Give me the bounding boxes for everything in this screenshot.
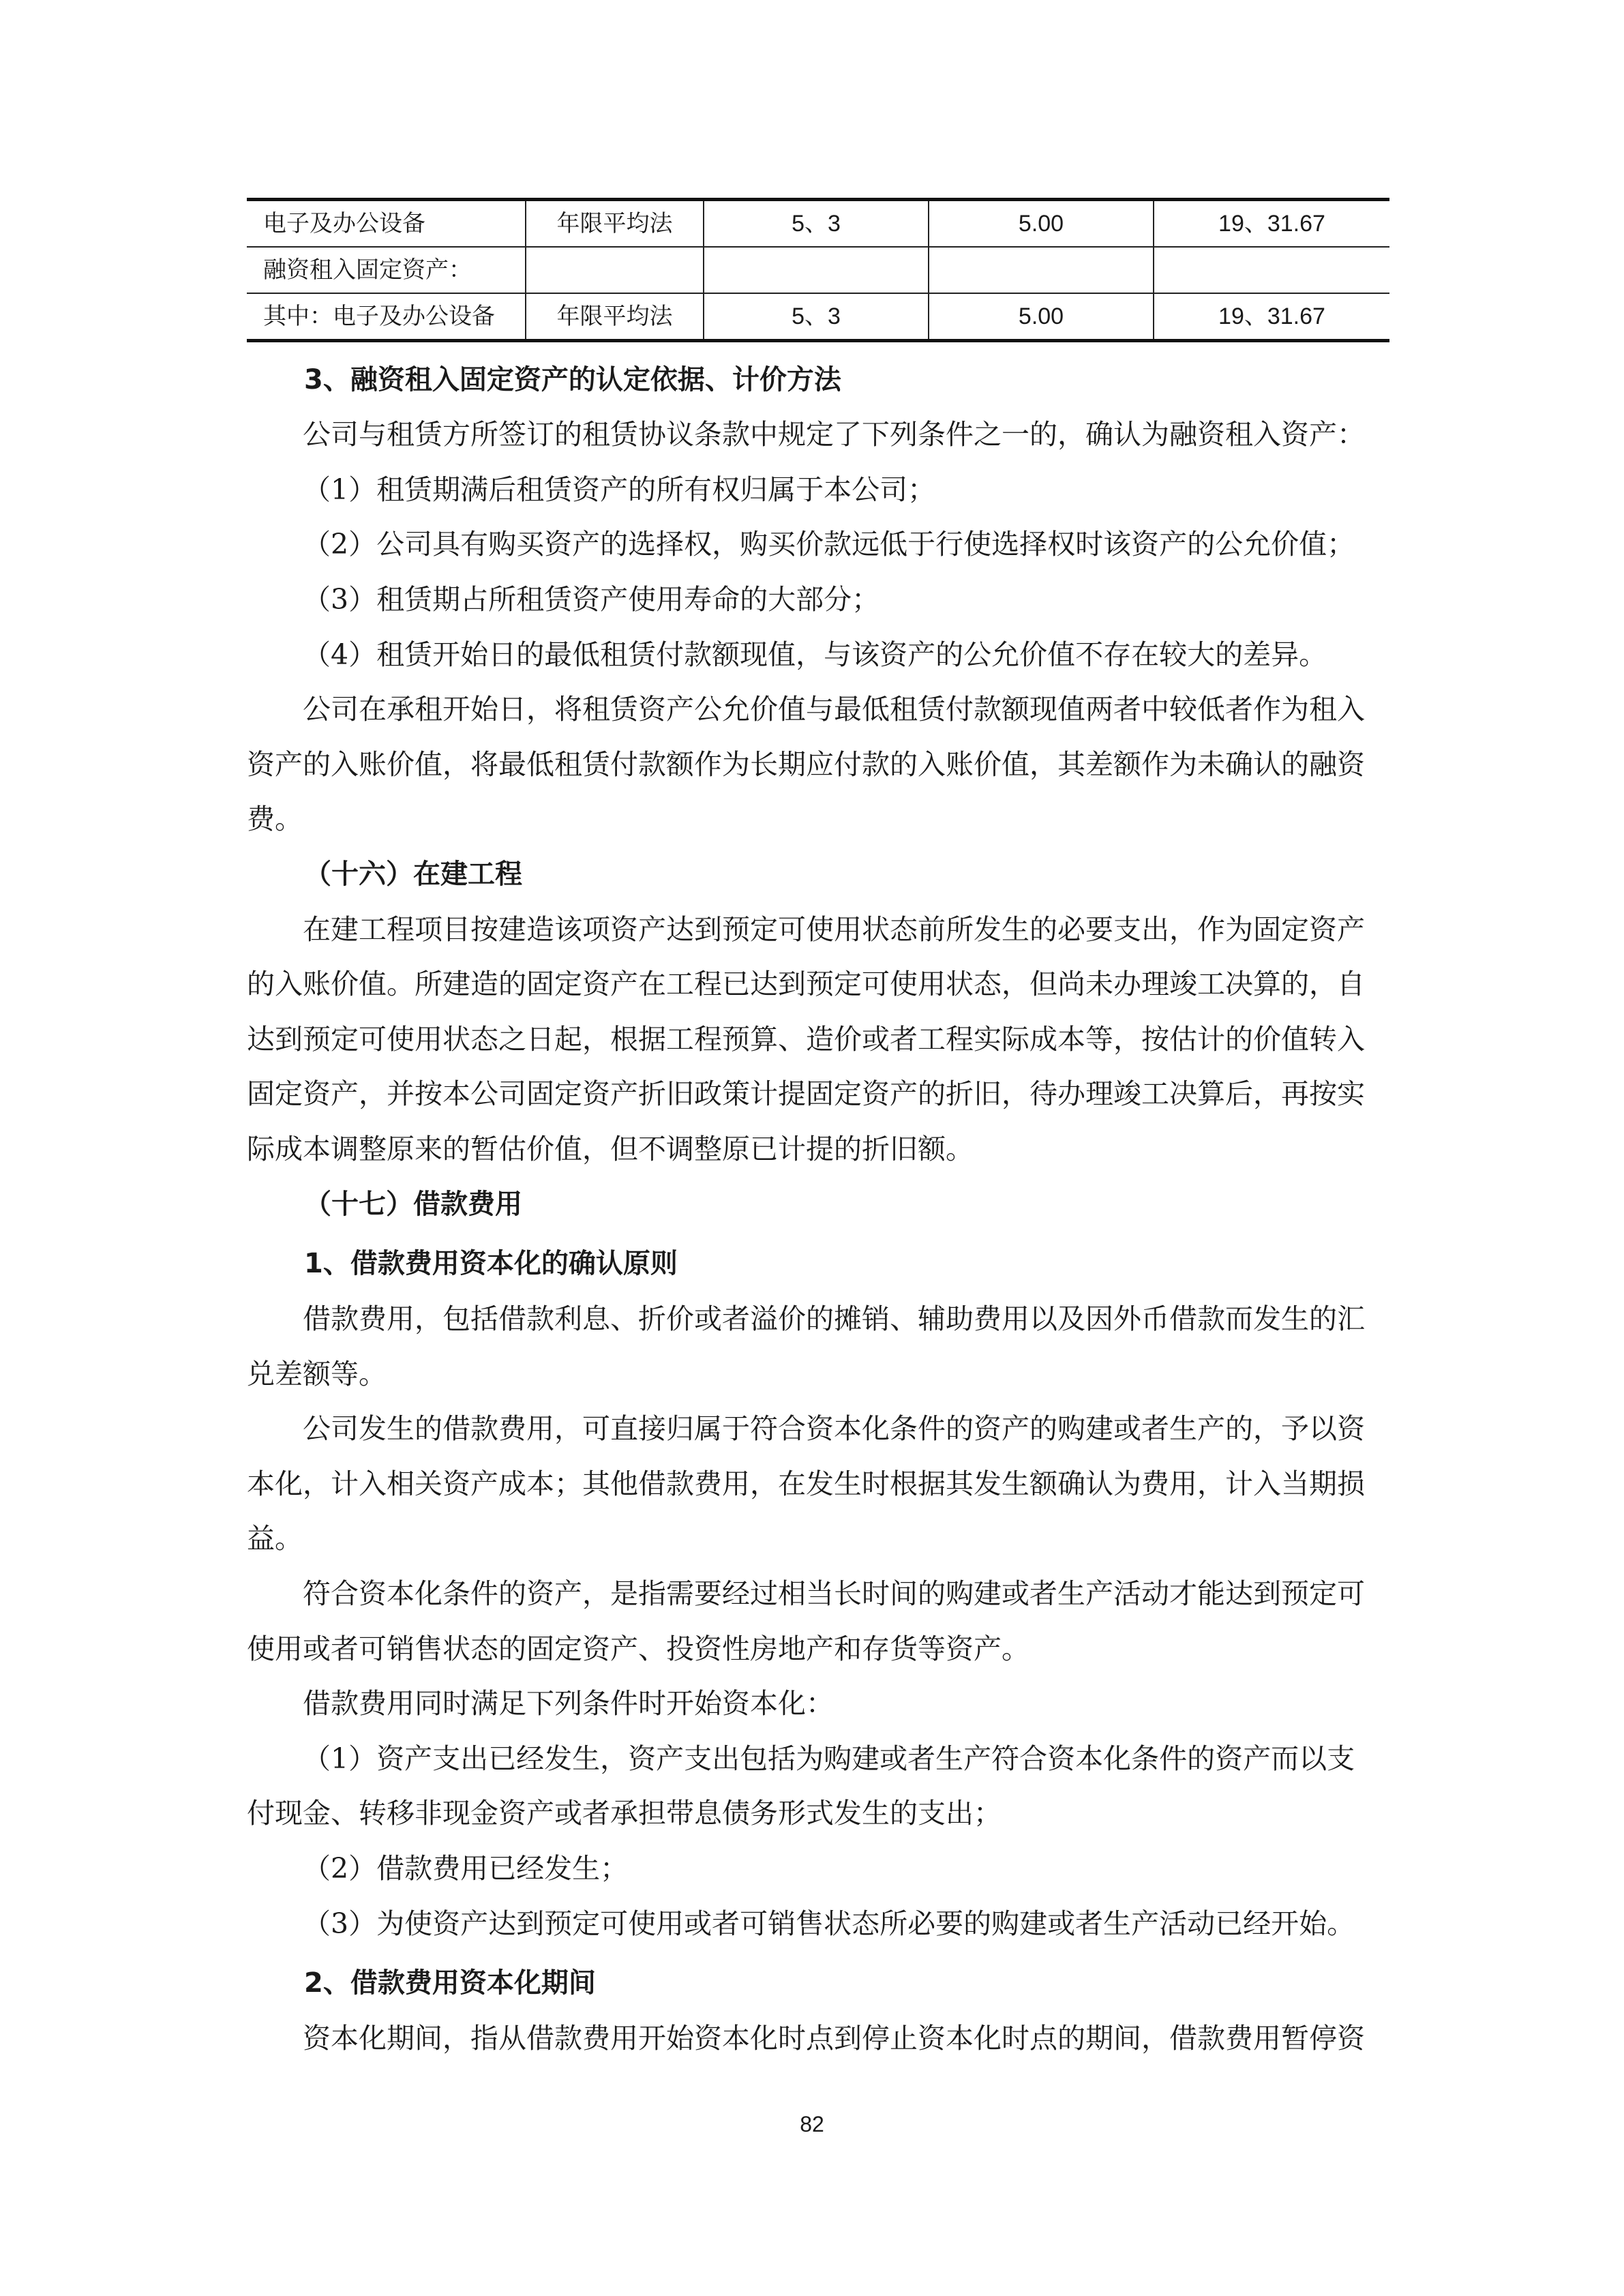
useful-life-cell: 5、3 bbox=[704, 200, 929, 248]
paragraph-line: 达到预定可使用状态之日起，根据工程预算、造价或者工程实际成本等，按估计的价值转入 bbox=[247, 1023, 1365, 1056]
section-heading: 3、融资租入固定资产的认定依据、计价方法 bbox=[304, 364, 841, 396]
paragraph-line: 本化，计入相关资产成本；其他借款费用，在发生时根据其发生额确认为费用，计入当期损 bbox=[247, 1467, 1365, 1500]
residual-rate-cell bbox=[929, 247, 1154, 293]
useful-life-cell bbox=[704, 247, 929, 293]
asset-category-cell: 其中：电子及办公设备 bbox=[247, 293, 526, 341]
paragraph-line: 固定资产，并按本公司固定资产折旧政策计提固定资产的折旧，待办理竣工决算后，再按实 bbox=[247, 1077, 1365, 1110]
paragraph-line: 际成本调整原来的暂估价值，但不调整原已计提的折旧额。 bbox=[247, 1133, 974, 1165]
section-heading: （十六）在建工程 bbox=[304, 859, 522, 890]
depreciation-method-cell bbox=[526, 247, 704, 293]
annual-rate-cell: 19、31.67 bbox=[1154, 293, 1389, 341]
table-row bbox=[247, 247, 1389, 293]
depreciation-table bbox=[247, 198, 1389, 342]
paragraph-line: 的入账价值。所建造的固定资产在工程已达到预定可使用状态，但尚未办理竣工决算的，自 bbox=[247, 968, 1365, 1000]
depreciation-method-cell: 年限平均法 bbox=[526, 200, 704, 248]
asset-category-cell: 电子及办公设备 bbox=[263, 210, 425, 237]
paragraph-line: 借款费用，包括借款利息、折价或者溢价的摊销、辅助费用以及因外币借款而发生的汇 bbox=[303, 1302, 1365, 1335]
list-item: （3）租赁期占所租赁资产使用寿命的大部分； bbox=[303, 583, 880, 616]
paragraph-line: 公司与租赁方所签订的租赁协议条款中规定了下列条件之一的，确认为融资租入资产： bbox=[303, 418, 1365, 451]
list-item: （2）借款费用已经发生； bbox=[303, 1852, 629, 1885]
list-item: （1）资产支出已经发生，资产支出包括为购建或者生产符合资本化条件的资产而以支 bbox=[303, 1742, 1355, 1775]
depreciation-method-cell: 年限平均法 bbox=[526, 293, 704, 341]
useful-life-cell: 5、3 bbox=[704, 293, 929, 341]
table-row bbox=[247, 293, 1389, 341]
paragraph-line: 资产的入账价值，将最低租赁付款额作为长期应付款的入账价值，其差额作为未确认的融资 bbox=[247, 748, 1365, 781]
annual-rate-cell bbox=[1154, 247, 1389, 293]
page-number: 82 bbox=[800, 2112, 824, 2136]
paragraph-line: 公司在承租开始日，将租赁资产公允价值与最低租赁付款额现值两者中较低者作为租入 bbox=[303, 693, 1365, 726]
paragraph-line: 公司发生的借款费用，可直接归属于符合资本化条件的资产的购建或者生产的，予以资 bbox=[303, 1412, 1365, 1445]
list-item: （1）租赁期满后租赁资产的所有权归属于本公司； bbox=[303, 473, 936, 506]
paragraph-line: 符合资本化条件的资产，是指需要经过相当长时间的购建或者生产活动才能达到预定可 bbox=[303, 1577, 1365, 1610]
section-heading: 2、借款费用资本化期间 bbox=[304, 1967, 596, 1999]
paragraph-line: 益。 bbox=[247, 1522, 303, 1555]
table-row bbox=[247, 200, 1389, 248]
section-heading: （十七）借款费用 bbox=[304, 1189, 522, 1220]
asset-category-cell: 融资租入固定资产： bbox=[247, 247, 526, 293]
residual-rate-cell: 5.00 bbox=[929, 200, 1154, 248]
list-item: （3）为使资产达到预定可使用或者可销售状态所必要的购建或者生产活动已经开始。 bbox=[303, 1907, 1355, 1940]
paragraph-line: 兑差额等。 bbox=[247, 1358, 387, 1390]
residual-rate-cell: 5.00 bbox=[929, 293, 1154, 341]
paragraph-line: 付现金、转移非现金资产或者承担带息债务形式发生的支出； bbox=[247, 1797, 1002, 1830]
paragraph-line: 资本化期间，指从借款费用开始资本化时点到停止资本化时点的期间，借款费用暂停资 bbox=[303, 2022, 1365, 2055]
list-item: （4）租赁开始日的最低租赁付款额现值，与该资产的公允价值不存在较大的差异。 bbox=[303, 638, 1327, 671]
paragraph-line: 借款费用同时满足下列条件时开始资本化： bbox=[303, 1687, 834, 1720]
paragraph-line: 使用或者可销售状态的固定资产、投资性房地产和存货等资产。 bbox=[247, 1632, 1029, 1665]
section-heading: 1、借款费用资本化的确认原则 bbox=[304, 1248, 678, 1279]
paragraph-line: 费。 bbox=[247, 803, 303, 835]
list-item: （2）公司具有购买资产的选择权，购买价款远低于行使选择权时该资产的公允价值； bbox=[303, 528, 1355, 561]
paragraph-line: 在建工程项目按建造该项资产达到预定可使用状态前所发生的必要支出，作为固定资产 bbox=[303, 913, 1365, 946]
annual-rate-cell: 19、31.67 bbox=[1154, 200, 1389, 248]
